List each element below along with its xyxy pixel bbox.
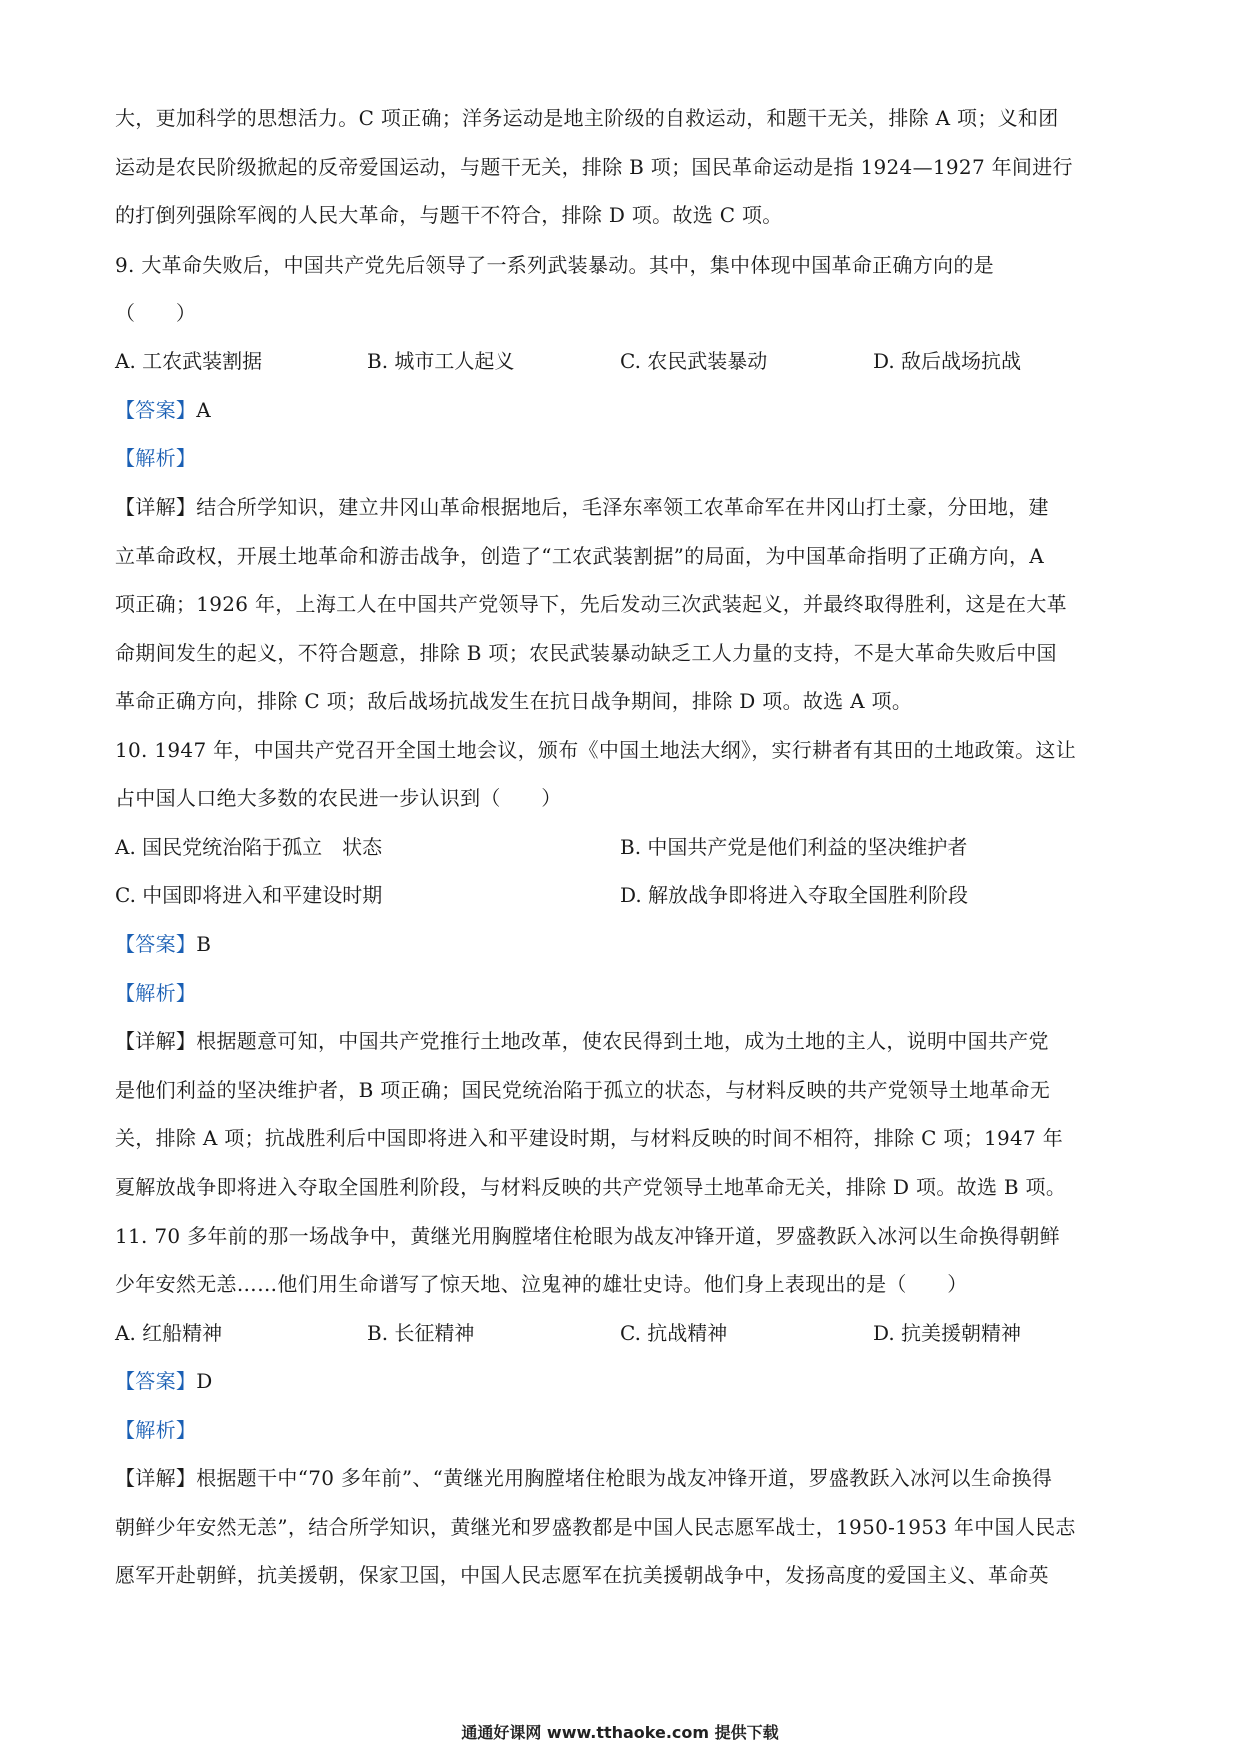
q9-detail-line: 革命正确方向，排除 C 项；敌后战场抗战发生在抗日战争期间，排除 D 项。故选 A 项。 (115, 689, 913, 713)
question-10-stem: 占中国人口绝大多数的农民进一步认识到（ ） (115, 786, 562, 810)
paragraph-line: 的打倒列强除军阀的人民大革命，与题干不符合，排除 D 项。故选 C 项。 (115, 203, 783, 227)
q11-detail-line: 朝鲜少年安然无恙”，结合所学知识，黄继光和罗盛教都是中国人民志愿军战士，1950-1953 年中国人民志 (115, 1515, 1076, 1539)
q11-analysis (115, 1415, 196, 1445)
question-11-stem: 少年安然无恙……他们用生命谱写了惊天地、泣鬼神的雄壮史诗。他们身上表现出的是（ ） (115, 1272, 968, 1296)
question-9-stem-bracket: （ ） (115, 301, 197, 325)
answer-value: A (196, 398, 211, 422)
q10-option-c: C. 中国即将进入和平建设时期 (115, 883, 383, 907)
q10-option-a: A. 国民党统治陷于孤立 状态 (115, 835, 383, 859)
answer-value: D (196, 1369, 213, 1393)
q10-detail-line: 是他们利益的坚决维护者，B 项正确；国民党统治陷于孤立的状态，与材料反映的共产党领导土地革命无 (115, 1078, 1051, 1102)
q11-detail-line (115, 1463, 1052, 1493)
answer-label: 【答案】 (115, 932, 197, 956)
paragraph-line: 运动是农民阶级掀起的反帝爱国运动，与题干无关，排除 B 项；国民革命运动是指 1924—1927 年间进行 (115, 155, 1073, 179)
detail-text: 根据题意可知，中国共产党推行土地改革，使农民得到土地，成为土地的主人，说明中国共产党 (196, 1029, 1049, 1053)
q10-option-b: B. 中国共产党是他们利益的坚决维护者 (620, 835, 968, 859)
question-9-stem: 9. 大革命失败后，中国共产党先后领导了一系列武装暴动。其中，集中体现中国革命正确方向的是 (115, 253, 994, 277)
q9-option-b: B. 城市工人起义 (367, 349, 515, 373)
analysis-label: 【解析】 (115, 981, 197, 1005)
q9-detail-line: 立革命政权，开展土地革命和游击战争，创造了“工农武装割据”的局面，为中国革命指明了正确方向，A (115, 544, 1044, 568)
q9-detail-line (115, 492, 1049, 522)
analysis-label: 【解析】 (115, 446, 197, 470)
q9-option-c: C. 农民武装暴动 (620, 349, 768, 373)
page-footer: 通通好课网 www.tthaoke.com 提供下载 (461, 1723, 779, 1742)
q9-option-a: A. 工农武装割据 (115, 349, 263, 373)
answer-label: 【答案】 (115, 1369, 197, 1393)
answer-label: 【答案】 (115, 398, 197, 422)
question-11-stem: 11. 70 多年前的那一场战争中，黄继光用胸膛堵住枪眼为战友冲锋开道，罗盛教跃入冰河以生命换得朝鲜 (115, 1224, 1060, 1248)
q9-detail-line: 项正确；1926 年，上海工人在中国共产党领导下，先后发动三次武装起义，并最终取得胜利，这是在大革 (115, 592, 1067, 616)
detail-text: 根据题干中“70 多年前”、“黄继光用胸膛堵住枪眼为战友冲锋开道，罗盛教跃入冰河以生命换得 (196, 1466, 1053, 1490)
q9-detail-line: 命期间发生的起义，不符合题意，排除 B 项；农民武装暴动缺乏工人力量的支持，不是大革命失败后中国 (115, 641, 1057, 665)
q10-detail-line: 夏解放战争即将进入夺取全国胜利阶段，与材料反映的共产党领导土地革命无关，排除 D 项。故选 B 项。 (115, 1175, 1067, 1199)
q10-answer (115, 929, 211, 959)
q11-detail-line: 愿军开赴朝鲜，抗美援朝，保家卫国，中国人民志愿军在抗美援朝战争中，发扬高度的爱国主义、革命英 (115, 1563, 1049, 1587)
detail-label: 【详解】 (115, 1029, 197, 1053)
q10-analysis (115, 978, 196, 1008)
answer-value: B (196, 932, 212, 956)
q11-option-b: B. 长征精神 (367, 1321, 475, 1345)
detail-text: 结合所学知识，建立井冈山革命根据地后，毛泽东率领工农革命军在井冈山打土豪，分田地，建 (196, 495, 1049, 519)
q9-option-d: D. 敌后战场抗战 (873, 349, 1022, 373)
q10-detail-line: 关，排除 A 项；抗战胜利后中国即将进入和平建设时期，与材料反映的时间不相符，排除 C 项；1947 年 (115, 1126, 1064, 1150)
q11-option-d: D. 抗美援朝精神 (873, 1321, 1022, 1345)
question-10-stem: 10. 1947 年，中国共产党召开全国土地会议，颁布《中国土地法大纲》，实行耕者有其田的土地政策。这让 (115, 738, 1077, 762)
q10-detail-line (115, 1026, 1049, 1056)
analysis-label: 【解析】 (115, 1418, 197, 1442)
q11-option-c: C. 抗战精神 (620, 1321, 728, 1345)
detail-label: 【详解】 (115, 495, 197, 519)
q10-option-d: D. 解放战争即将进入夺取全国胜利阶段 (620, 883, 969, 907)
q11-answer (115, 1366, 213, 1396)
q9-answer (115, 395, 211, 425)
q11-option-a: A. 红船精神 (115, 1321, 223, 1345)
paragraph-line: 大，更加科学的思想活力。C 项正确；洋务运动是地主阶级的自救运动，和题干无关，排除 A 项；义和团 (115, 106, 1059, 130)
detail-label: 【详解】 (115, 1466, 197, 1490)
q9-analysis (115, 443, 196, 473)
